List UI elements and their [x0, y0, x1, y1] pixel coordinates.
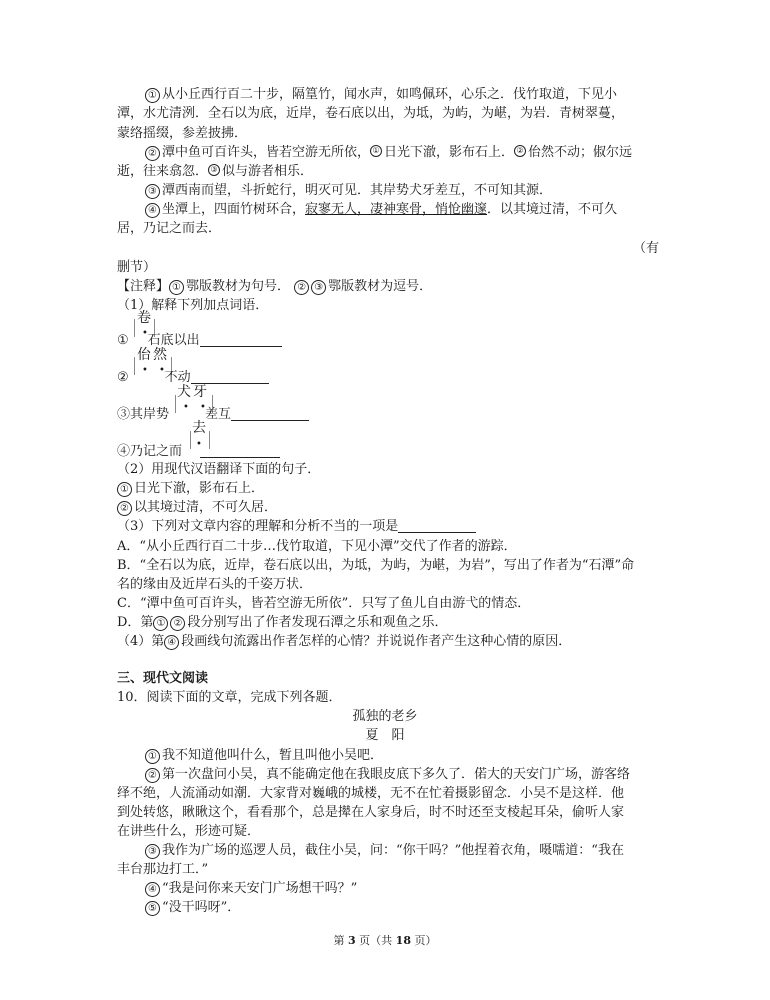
- answer-blank[interactable]: [200, 333, 282, 347]
- annotation-text: 鄂版教材为逗号．: [328, 279, 433, 294]
- circled-number-3: ③: [145, 184, 160, 199]
- footer-text: 第: [333, 934, 349, 947]
- circled-number-2: ②: [117, 501, 132, 516]
- q4-text: （4）第: [117, 634, 165, 649]
- article-p4: [145, 880, 357, 898]
- passage-p2-line1: [145, 144, 632, 162]
- emphasis-dot: •: [159, 365, 165, 376]
- ruby-word-1: 卷: [137, 310, 153, 326]
- article-p2-line3: 到处转悠，瞅瞅这个，看看那个，总是撵在人家身后，时不时还至支棱起耳朵，偷听人家: [117, 805, 625, 820]
- q3-option-c: C．“潭中鱼可百许头，皆若空游无所依”．只写了鱼儿自由游弋的情态．: [117, 596, 531, 611]
- circled-number-2: ②: [145, 146, 160, 161]
- circled-number-3: ③: [145, 844, 160, 859]
- q3-prompt-text: （3）下列对文章内容的理解和分析不当的一项是: [117, 519, 399, 534]
- q2-sentence-2: [117, 499, 277, 517]
- page-number: 3: [348, 934, 356, 947]
- annotation-label: 【注释】: [117, 279, 170, 294]
- sentence-text: 以其境过清，不可久居．: [134, 500, 278, 515]
- q3-option-b-line2: 名的缘由及近岸石头的千姿万状．: [117, 577, 313, 592]
- circled-number-2: ②: [170, 616, 185, 631]
- passage-p1-line3: 蒙络摇缀，参差披拂．: [117, 126, 248, 141]
- article-p3-line2: 丰台那边打工．”: [117, 862, 209, 877]
- note-abridged-open: （有: [633, 241, 660, 256]
- passage-text: 潭西南而望，斗折蛇行，明灭可见．其岸势犬牙差互，不可知其源．: [162, 183, 553, 198]
- circled-number-1: ①: [370, 145, 382, 157]
- q3-prompt: [117, 518, 476, 536]
- item-text: 其岸势: [130, 407, 170, 422]
- page-footer: [0, 932, 770, 948]
- article-p3-line1: [145, 842, 624, 860]
- answer-blank[interactable]: [231, 407, 309, 421]
- passage-text: 似与游者相乐．: [222, 164, 314, 179]
- article-text: 我作为广场的巡逻人员，截住小吴，问：“你干吗？”他捏着衣角，嗫嚅道：“我在: [162, 843, 624, 858]
- circled-number-3: ③: [208, 164, 220, 176]
- passage-text: 潭中鱼可百许头，皆若空游无所依，: [162, 145, 371, 160]
- item-text: 石底以出: [147, 333, 200, 348]
- q4-text: 段画线句流露出作者怎样的心情？并说说作者产生这种心情的原因．: [181, 634, 572, 649]
- q3-option-a: A．“从小丘西行百二十步…伐竹取道，下见小潭”交代了作者的游踪．: [117, 539, 517, 554]
- section-heading: 三、现代文阅读: [117, 671, 209, 686]
- article-p2-line1: [145, 766, 630, 784]
- article-text: 我不知道他叫什么，暂且叫他小吴吧．: [162, 748, 384, 763]
- note-abridged-close: 删节）: [117, 260, 157, 275]
- article-text: “我是问你来天安门广场想干吗？”: [162, 881, 358, 896]
- q3-option-d: [117, 614, 447, 632]
- circled-number-1: ①: [145, 749, 160, 764]
- q1-prompt: （1）解释下列加点词语．: [117, 298, 269, 313]
- question-10-prompt: 10．阅读下面的文章，完成下列各题．: [117, 690, 342, 705]
- circled-number-1: ①: [145, 88, 160, 103]
- emphasis-dot: •: [183, 402, 189, 413]
- article-text: 第一次盘问小吴，真不能确定他在我眼皮底下多久了．偌大的天安门广场，游客络: [162, 767, 631, 782]
- page-total: 18: [395, 934, 411, 947]
- article-p1: [145, 747, 383, 765]
- annotation-text: 鄂版教材为句号．: [186, 279, 291, 294]
- passage-p1-line1: [145, 86, 617, 104]
- passage-text: 坐潭上，四面竹树环合，: [162, 202, 306, 217]
- annotation-line: [117, 278, 432, 296]
- emphasis-dot: •: [142, 328, 148, 339]
- q1-item-3: [117, 406, 309, 424]
- passage-p4-line1: [145, 201, 617, 219]
- passage-p3-line1: [145, 182, 552, 200]
- article-p5: [145, 899, 240, 917]
- q3-option-b-line1: B．“全石以为底，近岸，卷石底以出，为坻，为屿，为嵁，为岩”，写出了作者为“石潭”命: [117, 558, 635, 573]
- item-number: ②: [117, 370, 129, 385]
- circled-number-4: ④: [145, 882, 160, 897]
- ruby-word-2: 佁然: [137, 347, 169, 363]
- emphasis-dot: •: [200, 402, 206, 413]
- circled-number-2: ②: [514, 145, 526, 157]
- article-p2-line2: 绎不绝，人流涌动如潮．大家背对巍峨的城楼，无不在忙着摄影留念．小吴不是这样．他: [117, 786, 625, 801]
- answer-blank[interactable]: [191, 370, 269, 384]
- article-text: “没干吗呀”．: [162, 900, 241, 915]
- option-text: 段分别写出了作者发现石潭之乐和观鱼之乐．: [187, 615, 448, 630]
- passage-p2-line2: [117, 163, 313, 181]
- circled-number-1: ①: [153, 616, 168, 631]
- ruby-word-4: 去: [192, 420, 208, 436]
- underlined-sentence: 寂寥无人，凄神寒骨，悄怆幽邃: [305, 202, 488, 217]
- footer-text: 页（共: [355, 934, 396, 947]
- item-number: ④: [117, 444, 131, 459]
- q1-item-4: [117, 443, 280, 461]
- ruby-word-3: 犬牙: [177, 384, 209, 400]
- item-number: ①: [117, 333, 129, 348]
- emphasis-dot: •: [196, 439, 202, 450]
- item-number: ③: [117, 407, 131, 422]
- article-author: 夏 阳: [365, 728, 405, 743]
- q2-sentence-1: [117, 480, 264, 498]
- circled-number-1: ①: [117, 482, 132, 497]
- passage-p4-line2: 居，乃记之而去．: [117, 221, 222, 236]
- circled-number-4: ④: [164, 635, 179, 650]
- answer-blank[interactable]: [398, 519, 476, 533]
- item-text: 差互: [205, 407, 232, 422]
- article-p2-line4: 在讲些什么，形迹可疑．: [117, 824, 261, 839]
- footer-text: 页）: [410, 934, 437, 947]
- circled-number-4: ④: [145, 203, 160, 218]
- circled-number-5: ⑤: [145, 901, 160, 916]
- passage-text: 逝，往来翕忽．: [117, 164, 209, 179]
- article-title: 孤独的老乡: [352, 709, 418, 724]
- circled-number-2: ②: [294, 280, 309, 295]
- item-text: 乃记之而: [130, 444, 183, 459]
- q2-prompt: （2）用现代汉语翻译下面的句子．: [117, 462, 321, 477]
- option-text: D．第: [117, 615, 154, 630]
- circled-number-3: ③: [311, 280, 326, 295]
- emphasis-dot: •: [142, 365, 148, 376]
- passage-text: 从小丘西行百二十步，隔篁竹，闻水声，如鸣佩环，心乐之．伐竹取道，下见小: [162, 87, 618, 102]
- passage-text: 佁然不动；俶尔远: [528, 145, 633, 160]
- passage-p1-line2: 潭，水尤清洌．全石以为底，近岸，卷石底以出，为坻，为屿，为嵁，为岩．青树翠蔓，: [117, 106, 625, 121]
- circled-number-2: ②: [145, 768, 160, 783]
- circled-number-1: ①: [169, 280, 184, 295]
- answer-blank[interactable]: [200, 444, 280, 458]
- passage-text: ．以其境过清，不可久: [487, 202, 618, 217]
- sentence-text: 日光下澈，影布石上．: [134, 481, 265, 496]
- q4-prompt: [117, 633, 571, 651]
- item-text: 不动: [164, 370, 191, 385]
- passage-text: 日光下澈，影布石上．: [384, 145, 515, 160]
